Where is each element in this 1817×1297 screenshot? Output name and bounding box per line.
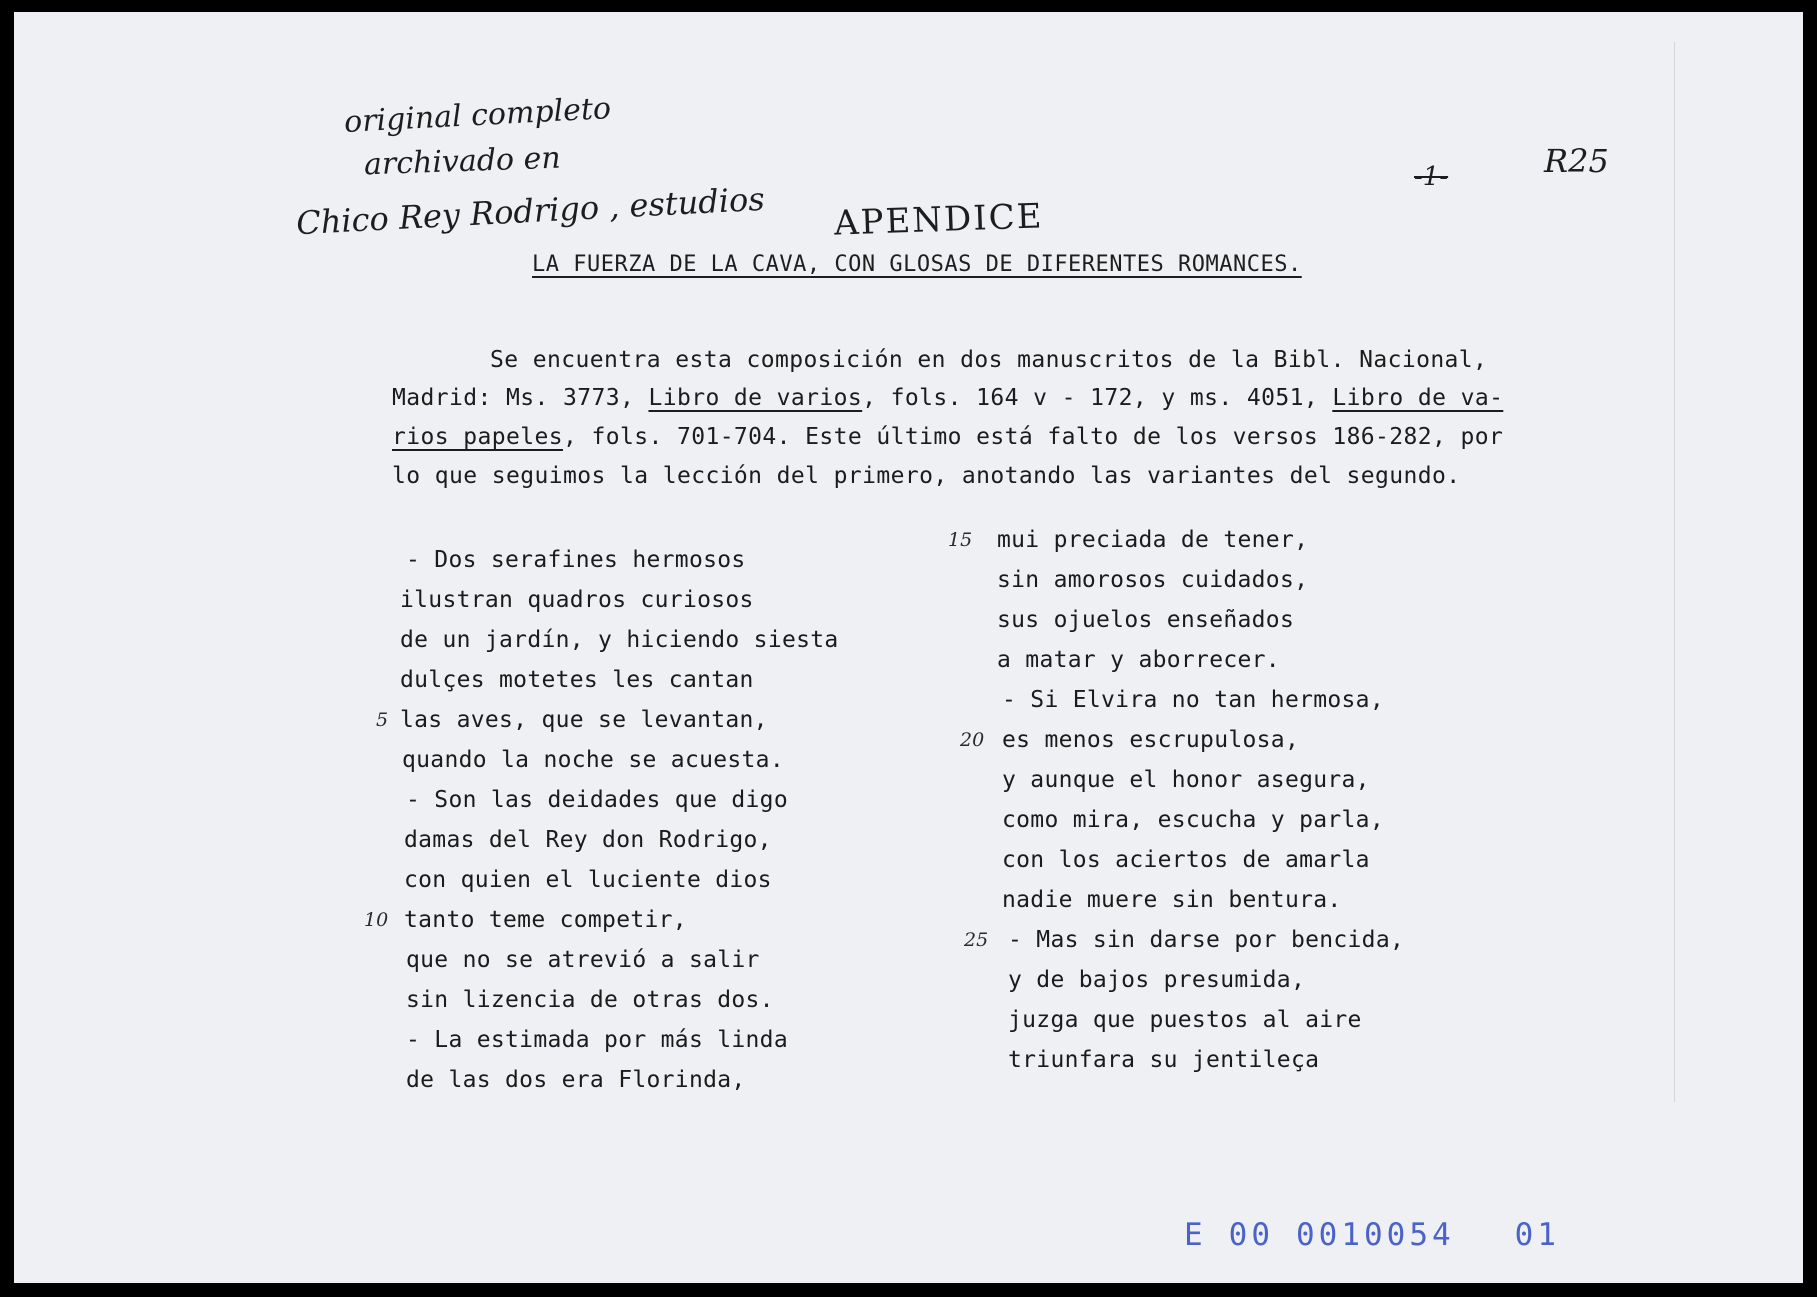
verse-line-10: tanto teme competir,	[404, 907, 687, 933]
stamp-prefix: E	[1184, 1217, 1207, 1253]
verse-line-17: sus ojuelos enseñados	[997, 607, 1295, 633]
verse-line-3: de un jardín, y hiciendo siesta	[400, 627, 839, 653]
intro-line-2: Madrid: Ms. 3773, Libro de varios, fols. 164 v - 172, y ms. 4051, Libro de va-	[392, 385, 1504, 411]
verse-line-6: quando la noche se acuesta.	[402, 747, 784, 773]
handwritten-note-line3: Chico Rey Rodrigo , estudios	[295, 179, 766, 243]
handwritten-reference: R25	[1544, 142, 1609, 180]
document-title: LA FUERZA DE LA CAVA, CON GLOSAS DE DIFERENTES ROMANCES.	[532, 252, 1302, 277]
verse-line-14: de las dos era Florinda,	[406, 1067, 746, 1093]
verse-line-20: es menos escrupulosa,	[1002, 727, 1300, 753]
line-number-25: 25	[964, 929, 989, 951]
verse-line-28: triunfara su jentileça	[1008, 1047, 1320, 1073]
document-page	[14, 12, 1803, 1283]
verse-line-16: sin amorosos cuidados,	[997, 567, 1309, 593]
line-number-5: 5	[376, 709, 389, 731]
verse-line-12: sin lizencia de otras dos.	[406, 987, 774, 1013]
verse-line-22: como mira, escucha y parla,	[1002, 807, 1384, 833]
intro-line-3: rios papeles, fols. 701-704. Este último está falto de los versos 186-282, por	[392, 424, 1504, 450]
verse-line-18: a matar y aborrecer.	[997, 647, 1280, 673]
intro-line-4: lo que seguimos la lección del primero, anotando las variantes del segundo.	[392, 463, 1461, 489]
page-fold-line	[1674, 42, 1675, 1102]
verse-line-25: - Mas sin darse por bencida,	[1008, 927, 1405, 953]
line-number-10: 10	[364, 909, 389, 931]
verse-line-4: dulçes motetes les cantan	[400, 667, 754, 693]
verse-line-19: - Si Elvira no tan hermosa,	[1002, 687, 1384, 713]
archive-stamp	[1184, 1217, 1582, 1253]
intro-line-1: Se encuentra esta composición en dos manuscritos de la Bibl. Nacional,	[490, 347, 1488, 373]
stamp-code-c: 01	[1514, 1217, 1560, 1253]
verse-line-26: y de bajos presumida,	[1008, 967, 1306, 993]
verse-line-5: las aves, que se levantan,	[400, 707, 768, 733]
verse-line-7: - Son las deidades que digo	[406, 787, 788, 813]
stamp-code-b: 0010054	[1296, 1217, 1455, 1253]
stamp-code-a: 00	[1228, 1217, 1274, 1253]
verse-line-15: mui preciada de tener,	[997, 527, 1309, 553]
verse-line-1: - Dos serafines hermosos	[406, 547, 746, 573]
verse-line-11: que no se atrevió a salir	[406, 947, 760, 973]
verse-line-27: juzga que puestos al aire	[1008, 1007, 1362, 1033]
verse-line-9: con quien el luciente dios	[404, 867, 772, 893]
verse-line-8: damas del Rey don Rodrigo,	[404, 827, 772, 853]
handwritten-page-mark: -1-	[1414, 162, 1449, 192]
verse-line-2: ilustran quadros curiosos	[400, 587, 754, 613]
verse-line-23: con los aciertos de amarla	[1002, 847, 1370, 873]
line-number-15: 15	[948, 529, 973, 551]
handwritten-note-line1: original completo	[343, 91, 612, 140]
handwritten-note-line2: archivado en	[363, 140, 562, 183]
verse-line-13: - La estimada por más linda	[406, 1027, 788, 1053]
line-number-20: 20	[960, 729, 985, 751]
verse-line-24: nadie muere sin bentura.	[1002, 887, 1342, 913]
verse-line-21: y aunque el honor asegura,	[1002, 767, 1370, 793]
handwritten-heading: APENDICE	[833, 196, 1045, 244]
